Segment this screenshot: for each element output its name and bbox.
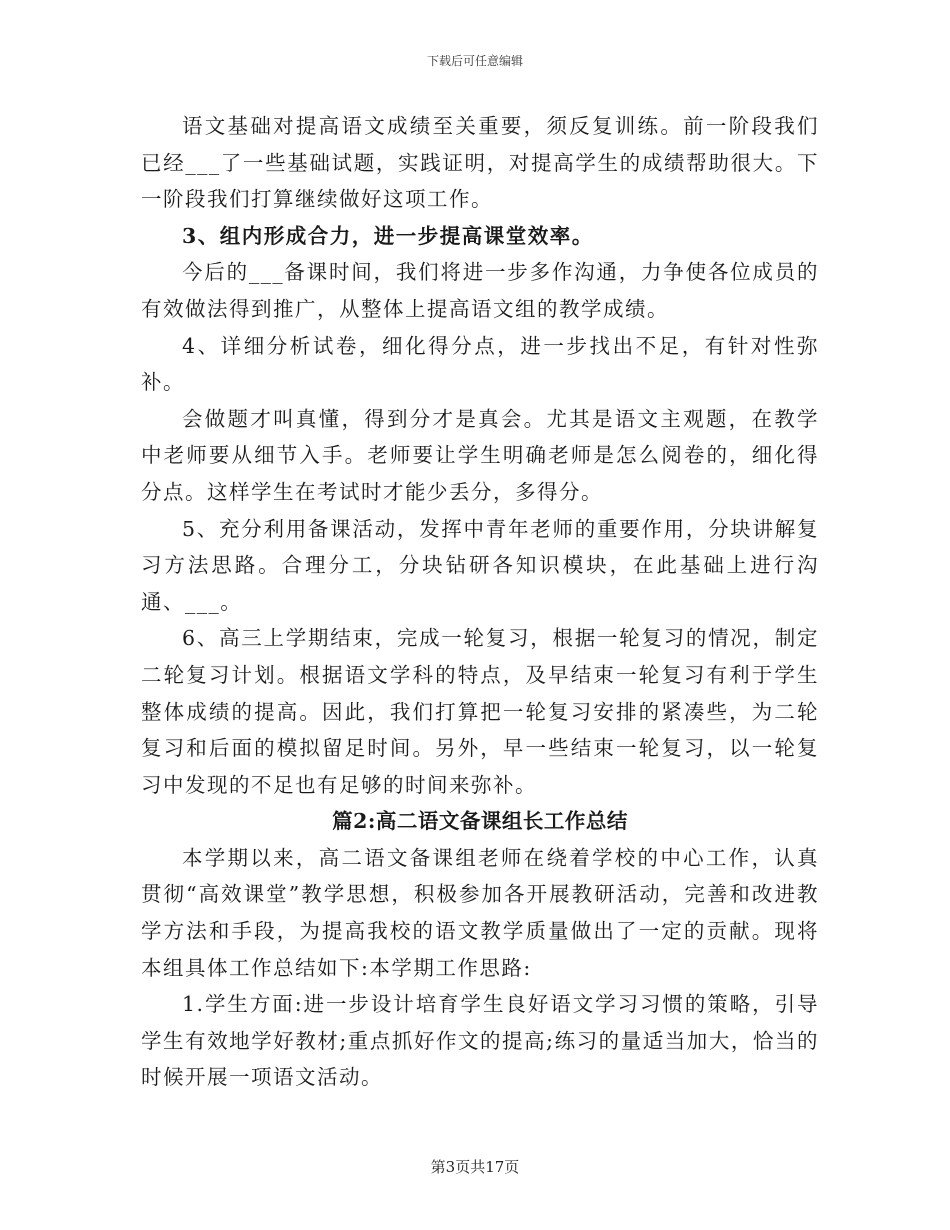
paragraph-item-5: 5、充分利用备课活动，发挥中青年老师的重要作用，分块讲解复习方法思路。合理分工，分块钻研各知识模块，在此基础上进行沟通、___。 — [141, 516, 819, 614]
page-header: 下载后可任意编辑 — [426, 54, 523, 68]
section-title: 篇2:高二语文备课组长工作总结 — [332, 809, 628, 834]
heading-item-3: 3、组内形成合力，进一步提高课堂效率。 — [182, 223, 594, 248]
paragraph-scoring: 会做题才叫真懂，得到分才是真会。尤其是语文主观题，在教学中老师要从细节入手。老师要让学生明确老师是怎么阅卷的，细化得分点。这样学生在考试时才能少丢分，多得分。 — [141, 406, 819, 504]
paragraph-summary-intro: 本学期以来，高二语文备课组老师在绕着学校的中心工作，认真贯彻“高效课堂”教学思想，积极参加各开展教研活动，完善和改进教学方法和手段，为提高我校的语文教学质量做出了一定的贡献。现将本组具体工作总结如下:本学期工作思路: — [141, 845, 819, 980]
heading-item-4: 4、详细分析试卷，细化得分点，进一步找出不足，有针对性弥补。 — [141, 333, 819, 395]
paragraph-student-aspect: 1.学生方面:进一步设计培育学生良好语文学习习惯的策略，引导学生有效地学好教材;重点抓好作文的提高;练习的量适当加大，恰当的时候开展一项语文活动。 — [141, 992, 819, 1090]
paragraph-item-6: 6、高三上学期结束，完成一轮复习，根据一轮复习的情况，制定二轮复习计划。根据语文学科的特点，及早结束一轮复习有利于学生整体成绩的提高。因此，我们打算把一轮复习安排的紧凑些，为二轮复习和后面的模拟留足时间。另外，早一些结束一轮复习，以一轮复习中发现的不足也有足够的时间来弥补。 — [141, 626, 819, 797]
document-body — [141, 108, 819, 1096]
paragraph-lesson-prep: 今后的___备课时间，我们将进一步多作沟通，力争使各位成员的有效做法得到推广，从整体上提高语文组的教学成绩。 — [141, 260, 819, 321]
page-number: 第3页共17页 — [430, 1158, 520, 1176]
paragraph-basic-training: 语文基础对提高语文成绩至关重要，须反复训练。前一阶段我们已经___了一些基础试题，实践证明，对提高学生的成绩帮助很大。下一阶段我们打算继续做好这项工作。 — [141, 114, 819, 212]
